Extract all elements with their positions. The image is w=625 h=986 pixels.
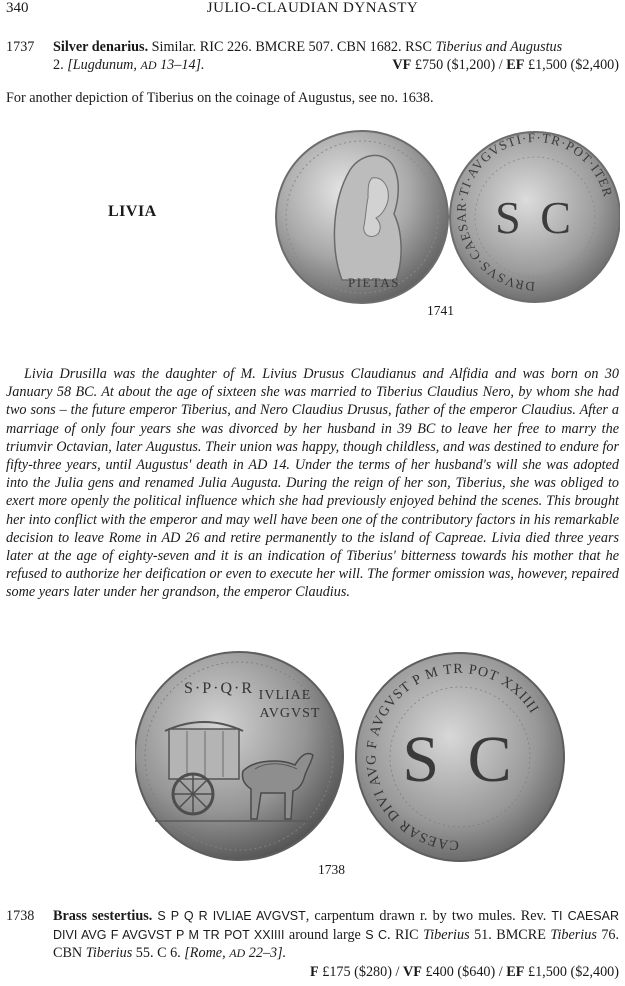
price-ef-label: EF	[506, 964, 525, 980]
entry-1737-prices	[392, 56, 619, 74]
entry-1738-legend-3: S C	[365, 927, 388, 942]
entry-1738-desc-1: , carpentum drawn r. by two mules. Rev.	[305, 908, 547, 924]
entry-1738-ref-2-rest: 76. CBN	[53, 926, 620, 961]
entry-1737-number: 1737	[6, 39, 35, 55]
price-ef: £1,500 ($2,400)	[527, 964, 619, 980]
entry-1738-text	[53, 907, 619, 963]
price-ef: £1,500 ($2,400)	[527, 57, 619, 73]
coin-1738-legend-mid: IVLIAE	[258, 688, 312, 703]
entry-1737-mint: [Lugdunum,	[67, 57, 137, 73]
entry-1738-ref-1: Tiberius	[423, 926, 470, 943]
page-number: 340	[6, 0, 29, 16]
entry-1738-number: 1738	[6, 908, 35, 924]
coin-1741-reverse	[450, 130, 620, 302]
entry-1737-title: Silver denarius.	[53, 39, 149, 55]
coin-1738-reverse-legend: CAESAR DIVI AVG F AVGVST P M TR POT XXIIII	[364, 661, 542, 853]
price-vf-label: VF	[392, 57, 412, 73]
entry-1737-mint-era: AD	[140, 58, 157, 72]
coin-figure-1741	[272, 130, 620, 305]
entry-1738-desc-2: around large	[288, 926, 361, 943]
entry-1737-mint-date: 13–14].	[160, 57, 205, 73]
price-f: £175 ($280) /	[322, 964, 400, 980]
entry-1738-ref-3: Tiberius	[85, 945, 133, 961]
entry-1737-line2	[53, 56, 205, 74]
entry-1738-desc-3: . RIC	[387, 926, 419, 943]
carpentum-body	[169, 729, 239, 779]
entry-1738-prices	[310, 963, 619, 981]
entry-1738-mint: [Rome,	[184, 945, 226, 961]
coin-1738-obverse	[135, 652, 343, 860]
price-vf-label: VF	[403, 964, 422, 980]
price-vf: £750 ($1,200) /	[414, 57, 503, 73]
entry-1738-ref-3-rest: 55. C 6.	[135, 945, 181, 961]
coin-1741-reverse-legend: DRVSVS·CAESAR·TI·AVGVSTI·F·TR·POT·ITER	[453, 130, 616, 295]
coin-1741-reverse-sc: S C	[495, 192, 575, 243]
price-f-label: F	[310, 964, 319, 980]
figure-1738-caption: 1738	[318, 862, 345, 877]
livia-biography: Livia Drusilla was the daughter of M. Livius Drusus Claudianus and Alfidia and was born on 30 January 58 BC. At about the age of sixteen she was married to Tiberius Claudius Nero, by whom she had two sons – the future emperor Tiberius, and Nero Claudius Drusus, father of the emperor Claudius. After a marriage of only four years she was divorced by her husband in 39 BC to leave her free to marry the triumvir Octavian, later Augustus. Their union was happy, though childless, and was destined to endure for fifty-three years, until Augustus' death in AD 14. Under the terms of her husband's will she was adopted into the Julia gens and renamed Julia Augusta. During the reign of her son, Tiberius, she was obliged to exert more openly the political influence which she had previously enjoyed behind the scenes. This brought her into conflict with the emperor and may well have been one of the contributory factors in his remarkable decision to leave Rome in AD 26 and retire permanently to the island of Capreae. Livia died three years later at the age of eighty-seven and it is an indication of Tiberius' bitterness towards his mother that he refused to authorize her deification or even to execute her will. The former omission was, however, repaired some years later under her grandson, the emperor Claudius.	[6, 366, 619, 601]
entry-1738-legend-1: S P Q R IVLIAE AVGVST	[157, 909, 306, 923]
cross-reference-note: For another depiction of Tiberius on the coinage of Augustus, see no. 1638.	[6, 90, 434, 106]
coin-1741-obverse-legend: PIETAS	[347, 275, 401, 290]
price-ef-label: EF	[506, 57, 525, 73]
entry-1737-line2-num: 2.	[53, 57, 64, 73]
entry-1738-mint-era: AD	[229, 946, 246, 960]
coin-1738-legend-top: S·P·Q·R	[183, 680, 255, 697]
entry-1737-description: Similar. RIC 226. BMCRE 507. CBN 1682. RSC	[151, 39, 432, 55]
running-title: JULIO-CLAUDIAN DYNASTY	[206, 0, 419, 16]
entry-1738-ref-1-rest: 51. BMCRE	[474, 926, 546, 943]
entry-1737-reference: Tiberius and Augustus	[435, 39, 563, 55]
coin-1741-obverse	[276, 131, 448, 303]
coin-1738-reverse	[356, 653, 564, 861]
entry-1738-ref-2: Tiberius	[550, 926, 597, 943]
entry-1738-title: Brass sestertius.	[53, 908, 153, 924]
price-vf: £400 ($640) /	[425, 964, 503, 980]
entry-1737-line1	[53, 38, 619, 56]
section-heading: LIVIA	[108, 203, 157, 220]
entry-1738-legend-2b: CAESAR DIVI AVG F AVGVST P M TR POT XXIIII	[53, 909, 620, 942]
figure-1741-caption: 1741	[427, 303, 454, 318]
entry-1738-mint-date: 22–3].	[248, 945, 287, 961]
coin-1738-reverse-sc: S C	[402, 723, 518, 796]
entry-1738-legend-2a: TI	[551, 909, 563, 923]
coin-1738-legend-bot: AVGVST	[259, 706, 321, 721]
coin-figure-1738	[135, 651, 605, 863]
